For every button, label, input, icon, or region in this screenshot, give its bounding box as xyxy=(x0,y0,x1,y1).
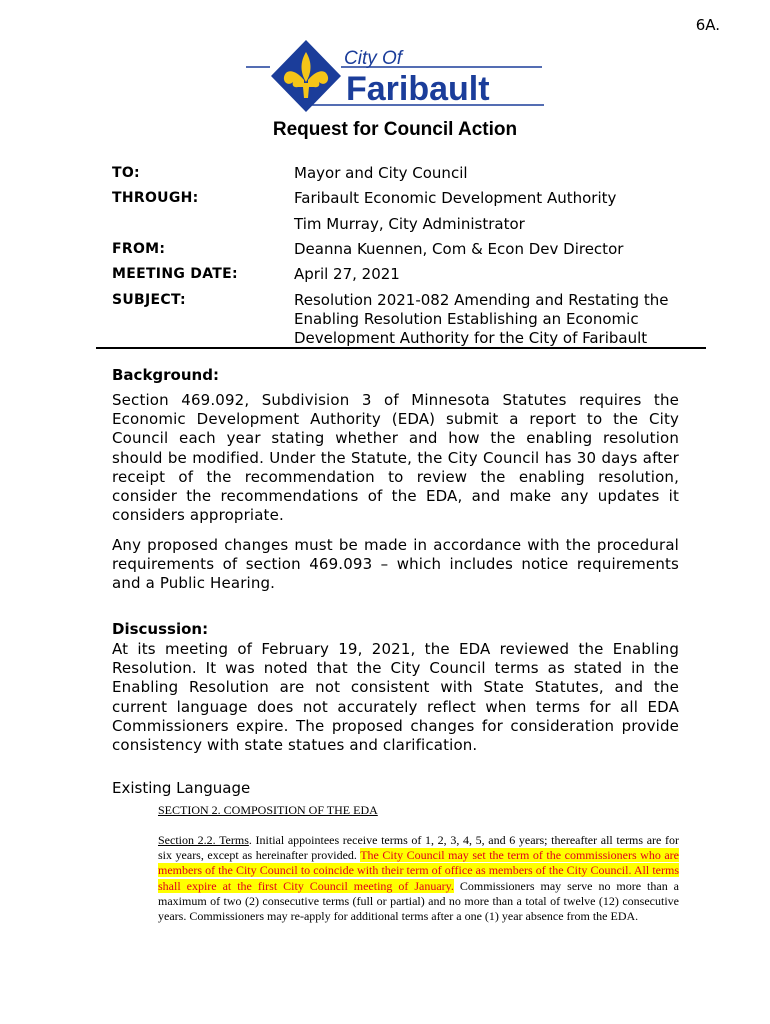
through-label: THROUGH: xyxy=(112,190,199,206)
logo-city-of: City Of xyxy=(344,48,403,69)
section-2-2-clause xyxy=(158,833,679,924)
discussion-heading: Discussion: xyxy=(112,620,209,638)
discussion-paragraph: At its meeting of February 19, 2021, the EDA reviewed the Enabling Resolution. It was noted that the City Council terms as stated in the Enabling Resolution are not consistent with State Statutes, and the current language does not accurately reflect when terms for all EDA Commissioners expire. The proposed changes for consideration provide consistency with state statues and clarification. xyxy=(112,640,679,755)
subject-label: SUBJECT: xyxy=(112,292,186,308)
from-label: FROM: xyxy=(112,241,166,257)
subject-value: Resolution 2021-082 Amending and Restating the Enabling Resolution Establishing an Economic Development Authority for the City of Faribault xyxy=(294,291,669,347)
clause-intro: . Initial appointees receive terms of 1, 2, 3, 4, 5, and 6 years; thereafter all terms are for six years, except as hereinafter provided. xyxy=(158,833,679,863)
city-logo xyxy=(246,40,546,112)
through-value-1: Faribault Economic Development Authority xyxy=(294,189,617,207)
to-label: TO: xyxy=(112,165,140,181)
background-paragraph-2: Any proposed changes must be made in accordance with the procedural requirements of section 469.093 – which includes notice requirements and a Public Hearing. xyxy=(112,536,679,593)
to-value: Mayor and City Council xyxy=(294,164,468,182)
clause-title: Section 2.2. Terms xyxy=(158,833,249,847)
clause-rest: Commissioners may serve no more than a maximum of two (2) consecutive terms (full or partial) and no more than a total of twelve (12) consecutive years. Commissioners may re-apply for additional terms after a one (1) year absence from the EDA. xyxy=(158,878,680,924)
background-paragraph-1: Section 469.092, Subdivision 3 of Minnesota Statutes requires the Economic Development Authority (EDA) submit a report to the City Council each year stating whether and how the enabling resolution should be modified. Under the Statute, the City Council has 30 days after receipt of the recommendation to review the enabling resolution, consider the recommendations of the EDA, and make any updates it considers appropriate. xyxy=(112,391,679,525)
header-divider xyxy=(96,347,706,349)
clause-highlight: The City Council may set the term of the commissioners who are members of the City Council to coincide with their term of office as members of the City Council. All terms shall expire at the first City Council meeting of January. xyxy=(158,848,679,893)
background-heading: Background: xyxy=(112,366,219,384)
page-number: 6A. xyxy=(695,16,720,34)
page-title: Request for Council Action xyxy=(272,119,518,140)
from-value: Deanna Kuennen, Com & Econ Dev Director xyxy=(294,240,624,258)
meeting-date-value: April 27, 2021 xyxy=(294,265,400,283)
existing-language-label: Existing Language xyxy=(112,779,251,797)
meeting-date-label: MEETING DATE: xyxy=(112,266,238,282)
logo-city-name: Faribault xyxy=(346,70,490,108)
section-2-heading: SECTION 2. COMPOSITION OF THE EDA xyxy=(158,803,378,817)
through-value-2: Tim Murray, City Administrator xyxy=(294,215,525,233)
